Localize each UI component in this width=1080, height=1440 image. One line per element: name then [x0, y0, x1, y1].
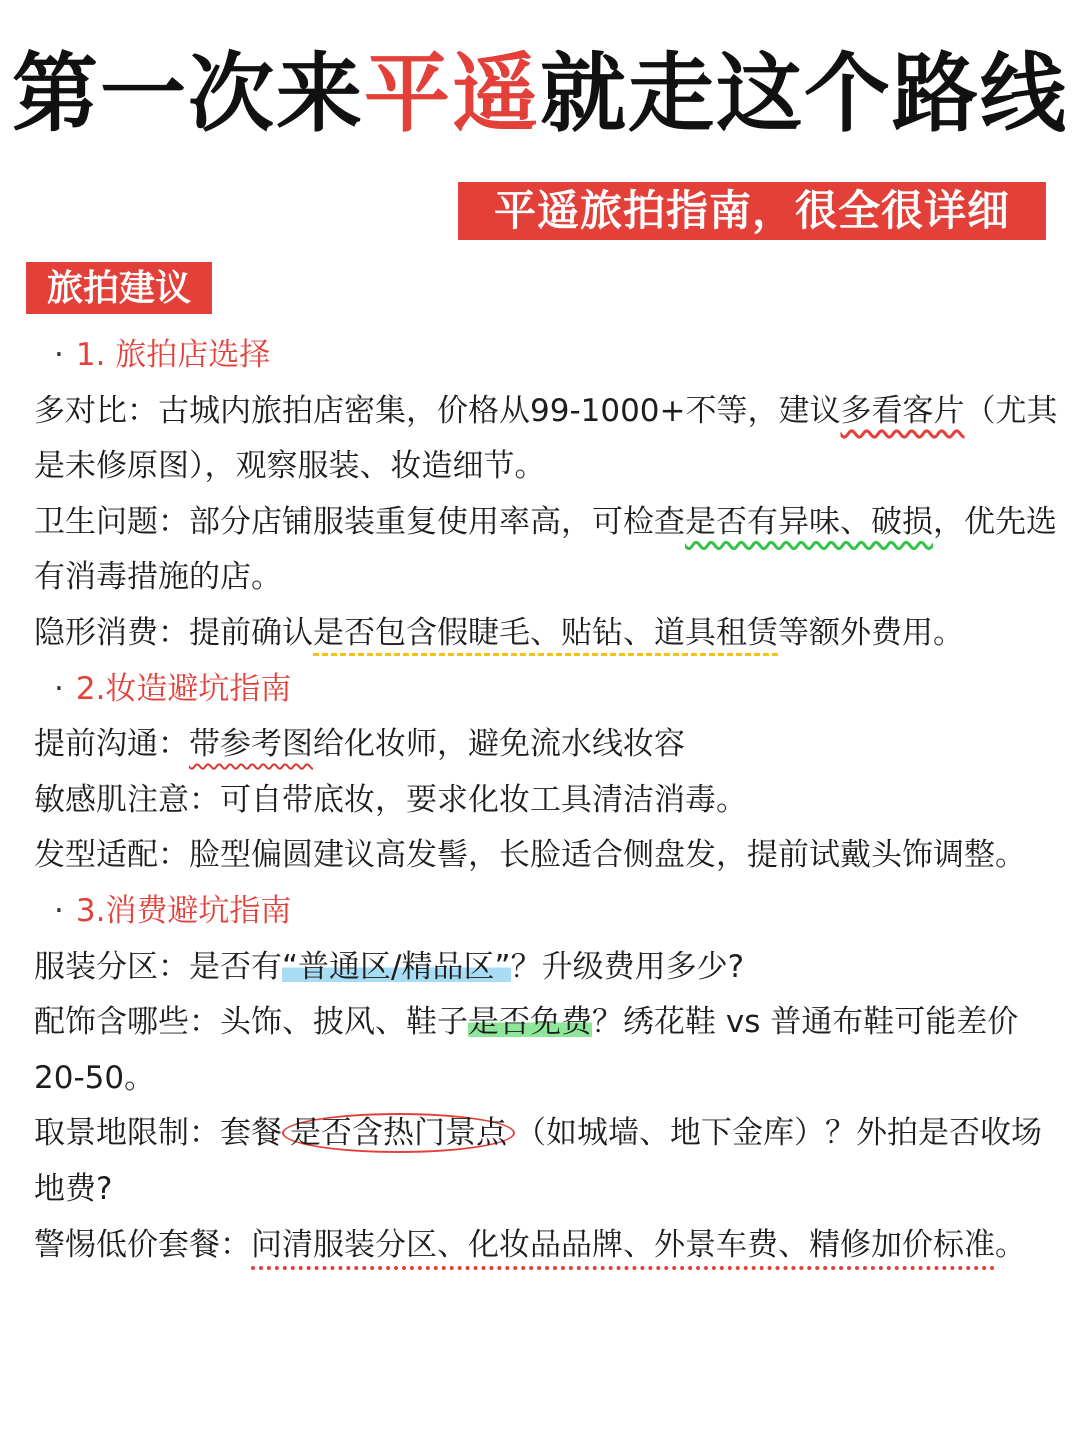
title-highlight: 平遥 [364, 43, 540, 144]
paragraph-hygiene [34, 495, 1064, 606]
highlight-wave-red: 多看客片 [840, 392, 965, 429]
highlight-blue: “普通区/精品区” [282, 948, 511, 985]
paragraph-sensitive-skin: 敏感肌注意：可自带底妆，要求化妆工具清洁消毒。 [34, 781, 747, 818]
text: 警惕低价套餐： [34, 1226, 251, 1263]
text: 等额外费用。 [778, 614, 964, 651]
text: 配饰含哪些：头饰、披风、鞋子 [34, 1004, 468, 1041]
subheading-text: 1. 旅拍店选择 [75, 337, 271, 373]
page-title [0, 44, 1080, 144]
article-body [34, 328, 1064, 1273]
paragraph-hairstyle: 发型适配：脸型偏圆建议高发髻，长脸适合侧盘发，提前试戴头饰调整。 [34, 837, 1026, 874]
subheading-text: 3.消费避坑指南 [75, 892, 292, 929]
highlight-wave-green: 是否有异味、破损 [685, 503, 933, 540]
text: ？升级费用多少? [510, 948, 745, 985]
highlight-wave-red: 带参考图 [189, 726, 313, 763]
highlight-green: 是否免费 [468, 1004, 592, 1041]
highlight-dash-yellow: 是否包含假睫毛、贴钻、道具租赁 [313, 614, 778, 651]
subheading-text: 2.妆造避坑指南 [75, 670, 292, 707]
paragraph-accessories [34, 995, 1064, 1106]
text: 隐形消费：提前确认 [34, 614, 313, 651]
text: 提前沟通： [34, 726, 189, 763]
paragraph-compare [34, 384, 1064, 495]
bullet-dot: · [54, 892, 64, 929]
title-prefix: 第一次来 [12, 43, 364, 144]
text: ，优先选有消毒措施的店。 [34, 503, 1057, 596]
subheading-spending [34, 884, 1064, 940]
subheading-makeup [34, 662, 1064, 718]
text: 多对比：古城内旅拍店密集，价格从99-1000+不等，建议 [34, 392, 841, 429]
bullet-dot: · [54, 337, 64, 373]
title-suffix: 就走这个路线 [540, 43, 1068, 144]
text: 给化妆师，避免流水线妆容 [313, 726, 685, 763]
text: 服装分区：是否有 [34, 948, 282, 985]
text: ？绣花鞋 vs 普通布鞋可能差价20-50。 [34, 1004, 1019, 1096]
text: （如城墙、地下金库）？外拍是否收场地费? [34, 1115, 1042, 1207]
text: 取景地限制：套餐 [34, 1115, 282, 1152]
highlight-dots-red: 问清服装分区、化妆品品牌、外景车费、精修加价标准 [251, 1226, 995, 1263]
subheading-shop-choice [34, 328, 1064, 384]
highlight-circle: 是否含热门景点 [282, 1113, 515, 1153]
paragraph-costume-zone [34, 940, 1064, 996]
text: 。 [995, 1226, 1026, 1263]
text: （尤其是未修原图），观察服装、妆造细节。 [34, 392, 1058, 485]
text: 卫生问题：部分店铺服装重复使用率高，可检查 [34, 503, 685, 540]
paragraph-location [34, 1106, 1064, 1217]
bullet-dot: · [54, 670, 64, 707]
paragraph-low-price [34, 1218, 1064, 1274]
paragraph-communicate [34, 717, 1064, 773]
subtitle-banner: 平遥旅拍指南，很全很详细 [458, 182, 1046, 240]
paragraph-hidden-fees [34, 606, 1064, 662]
section-tag: 旅拍建议 [26, 262, 212, 314]
